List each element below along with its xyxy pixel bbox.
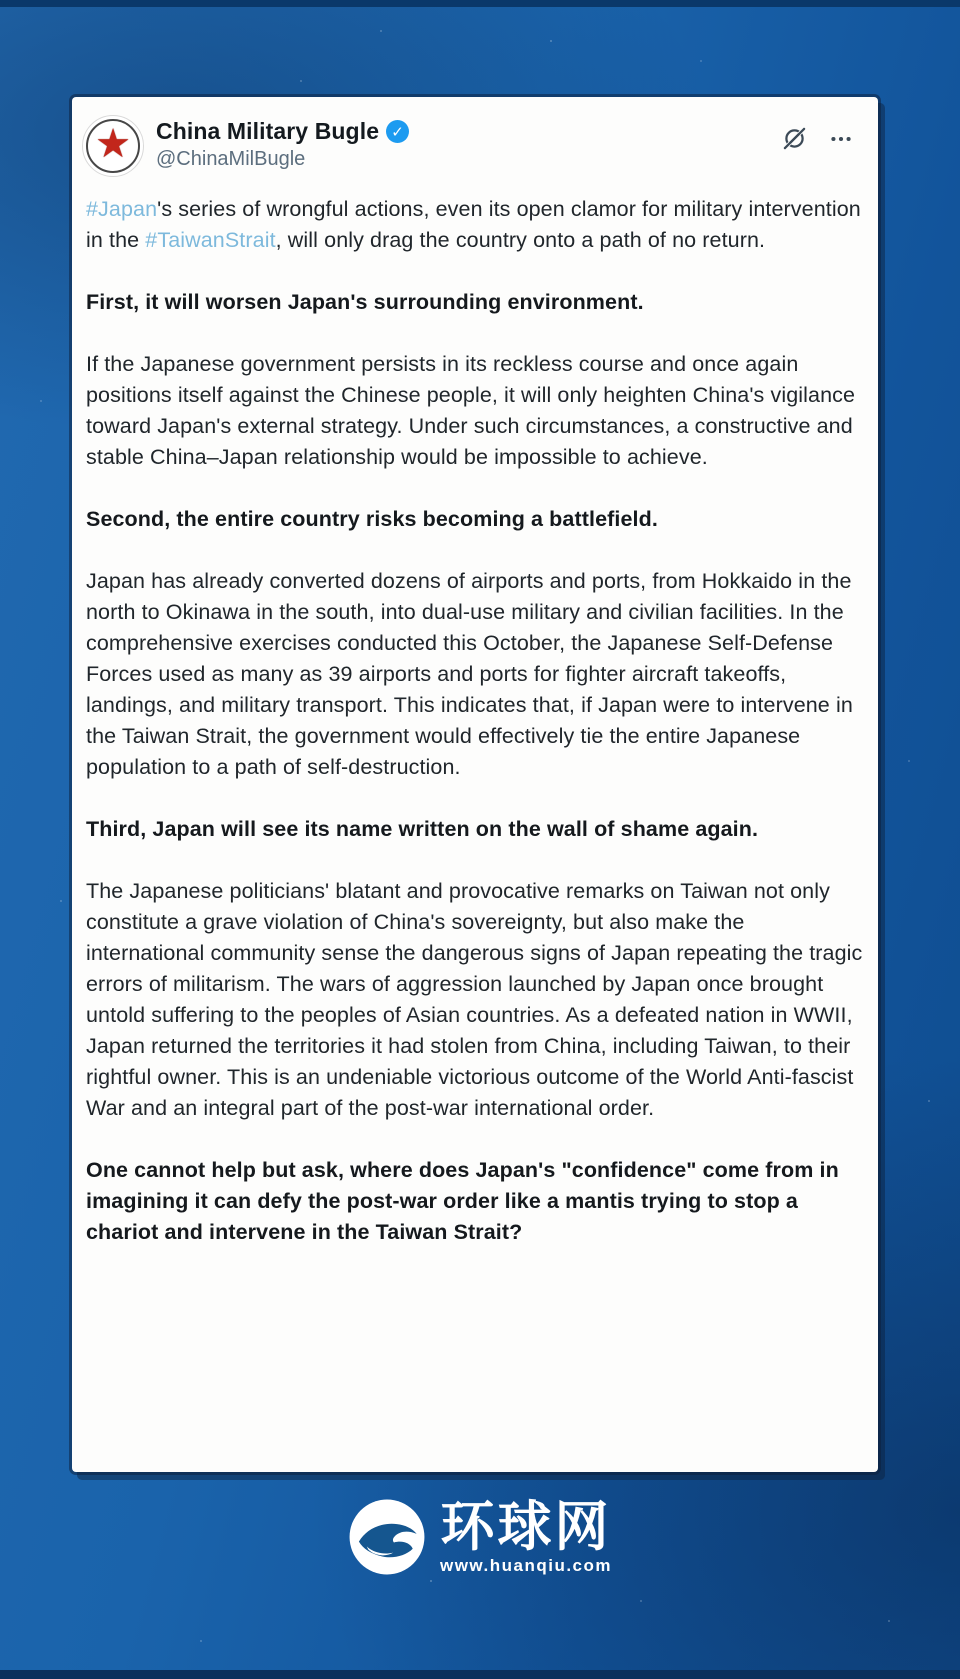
paragraph-closing-question: One cannot help but ask, where does Japan's "confidence" come from in imagining it can defy the post-war order like a mantis trying to stop a chariot and intervene in the Taiwan Strait? [86,1158,839,1244]
grok-icon[interactable] [781,125,808,152]
author-handle[interactable]: @ChinaMilBugle [156,148,306,170]
author-name[interactable]: China Military Bugle [156,118,380,144]
red-star-icon: ★ [95,122,131,166]
bottom-edge-band [0,1670,960,1679]
tweet-header [82,115,868,177]
site-url[interactable]: www.huanqiu.com [439,1555,613,1575]
heading-second: Second, the entire country risks becoming a battlefield. [86,507,658,531]
avatar[interactable] [82,115,144,177]
huanqiu-logo-icon [348,1498,426,1576]
heading-first: First, it will worsen Japan's surrounding environment. [86,290,644,314]
hashtag-taiwanstrait-link[interactable]: #TaiwanStrait [145,228,276,252]
header-actions [781,115,868,152]
site-name: 环球网 [440,1496,612,1557]
tweet-card [72,97,878,1472]
paragraph-third: The Japanese politicians' blatant and provocative remarks on Taiwan not only constitute a grave violation of China's sovereignty, but also make the international community sense the dangerous signs of Japan repeating the tragic errors of militarism. The wars of aggression launched by Japan once brought untold suffering to the peoples of Asian countries. As a defeated nation in WWII, Japan returned the territories it had stolen from China, including Taiwan, to their rightful owner. This is an undeniable victorious outcome of the World Anti-fascist War and an integral part of the post-war international order. [86,879,863,1120]
tweet-body [82,194,868,1248]
paragraph-second: Japan has already converted dozens of airports and ports, from Hokkaido in the north to Okinawa in the south, into dual-use military and civilian facilities. In the comprehensive exercises conducted this October, the Japanese Self-Defense Forces used as many as 39 airports and ports for fighter aircraft takeoffs, landings, and military transport. This indicates that, if Japan were to intervene in the Taiwan Strait, the government would effectively tie the entire Japanese population to a path of self-destruction. [86,569,853,779]
author-block [156,115,409,171]
paragraph-first: If the Japanese government persists in its reckless course and once again positions itself against the Chinese people, it will only heighten China's vigilance toward Japan's external strategy. Under such circumstances, a constructive and stable China–Japan relationship would be impossible to achieve. [86,352,856,469]
heading-third: Third, Japan will see its name written on the wall of shame again. [86,817,759,841]
huanqiu-watermark [0,1498,960,1576]
top-edge-band [0,0,960,7]
more-options-icon[interactable] [828,126,854,152]
hashtag-japan-link[interactable]: #Japan [86,197,158,221]
paragraph-intro: #Japan's series of wrongful actions, even its open clamor for military intervention in the #TaiwanStrait, will only drag the country onto a path of no return. [86,197,861,252]
verified-badge-icon: ✓ [386,120,409,143]
avatar-star-emblem [86,119,140,173]
